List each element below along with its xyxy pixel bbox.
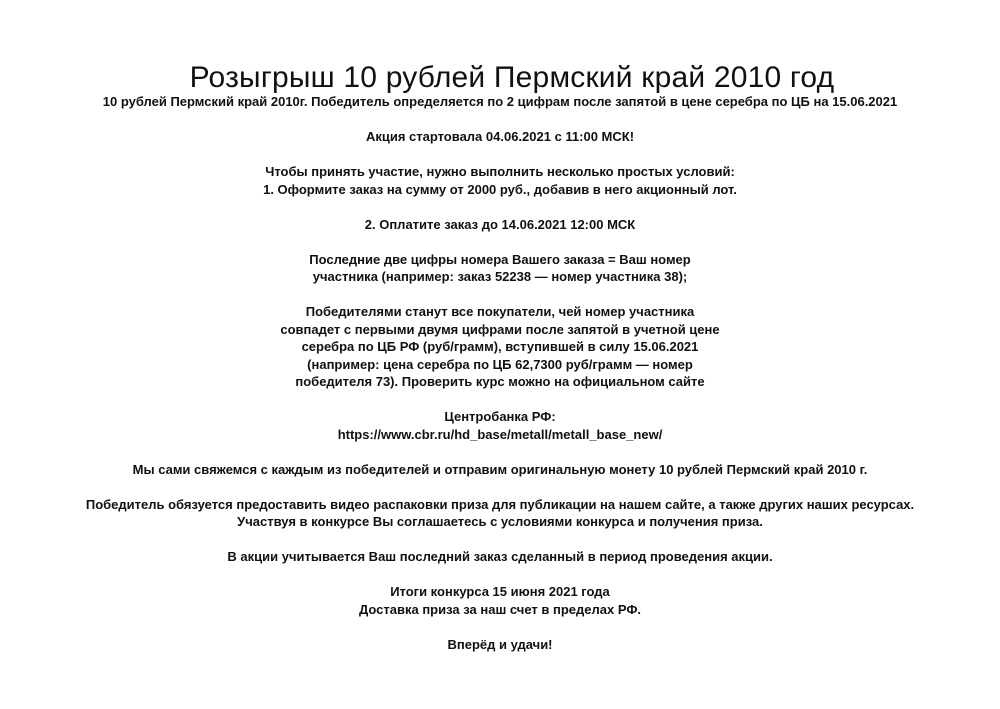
paragraph-gap: [0, 566, 1000, 584]
text-line: 10 рублей Пермский край 2010г. Победитель определяется по 2 цифрам после запятой в цене серебра по ЦБ на 15.06.2021: [102, 94, 898, 109]
text-line: В акции учитывается Ваш последний заказ сделанный в период проведения акции.: [227, 549, 773, 564]
document-body: [0, 93, 1000, 653]
text-line: Акция стартовала 04.06.2021 с 11:00 МСК!: [365, 129, 635, 144]
text-line: 2. Оплатите заказ до 14.06.2021 12:00 МСК: [364, 216, 636, 232]
text-line: участника (например: заказ 52238 — номер участника 38);: [312, 269, 688, 284]
paragraph-gap: [0, 198, 1000, 216]
paragraph-gap: [0, 146, 1000, 164]
text-line: Вперёд и удачи!: [447, 636, 553, 652]
text-line: https://www.cbr.ru/hd_base/metall/metall_base_new/: [337, 426, 663, 442]
text-line: Победитель обязуется предоставить видео распаковки приза для публикации на нашем сайте, а также других наших ресурсах.: [85, 496, 915, 512]
text-line: совпадет с первыми двумя цифрами после запятой в учетной цене: [280, 321, 720, 337]
text-line: Участвуя в конкурсе Вы соглашаетесь с условиями конкурса и получения приза.: [237, 514, 763, 529]
text-line: Чтобы принять участие, нужно выполнить несколько простых условий:: [265, 164, 735, 179]
text-line: серебра по ЦБ РФ (руб/грамм), вступившей в силу 15.06.2021: [301, 339, 699, 354]
paragraph-gap: [0, 618, 1000, 636]
text-line: Центробанка РФ:: [444, 409, 556, 424]
text-line: Мы сами свяжемся с каждым из победителей и отправим оригинальную монету 10 рублей Пермский край 2010 г.: [132, 461, 868, 477]
document-title: Розыгрыш 10 рублей Пермский край 2010 год: [189, 61, 835, 94]
paragraph-gap: [0, 443, 1000, 461]
text-line: (например: цена серебра по ЦБ 62,7300 руб/грамм — номер: [307, 356, 693, 372]
text-line: Последние две цифры номера Вашего заказа = Ваш номер: [309, 251, 691, 267]
text-line: победителя 73). Проверить курс можно на официальном сайте: [295, 374, 705, 389]
paragraph-gap: [0, 531, 1000, 549]
paragraph-gap: [0, 233, 1000, 251]
text-line: Победителями станут все покупатели, чей номер участника: [305, 304, 695, 319]
text-line: 1. Оформите заказ на сумму от 2000 руб., добавив в него акционный лот.: [263, 181, 737, 197]
text-line: Доставка приза за наш счет в пределах РФ.: [358, 601, 642, 617]
paragraph-gap: [0, 391, 1000, 409]
paragraph-gap: [0, 286, 1000, 304]
paragraph-gap: [0, 111, 1000, 129]
text-line: Итоги конкурса 15 июня 2021 года: [390, 584, 610, 599]
paragraph-gap: [0, 478, 1000, 496]
